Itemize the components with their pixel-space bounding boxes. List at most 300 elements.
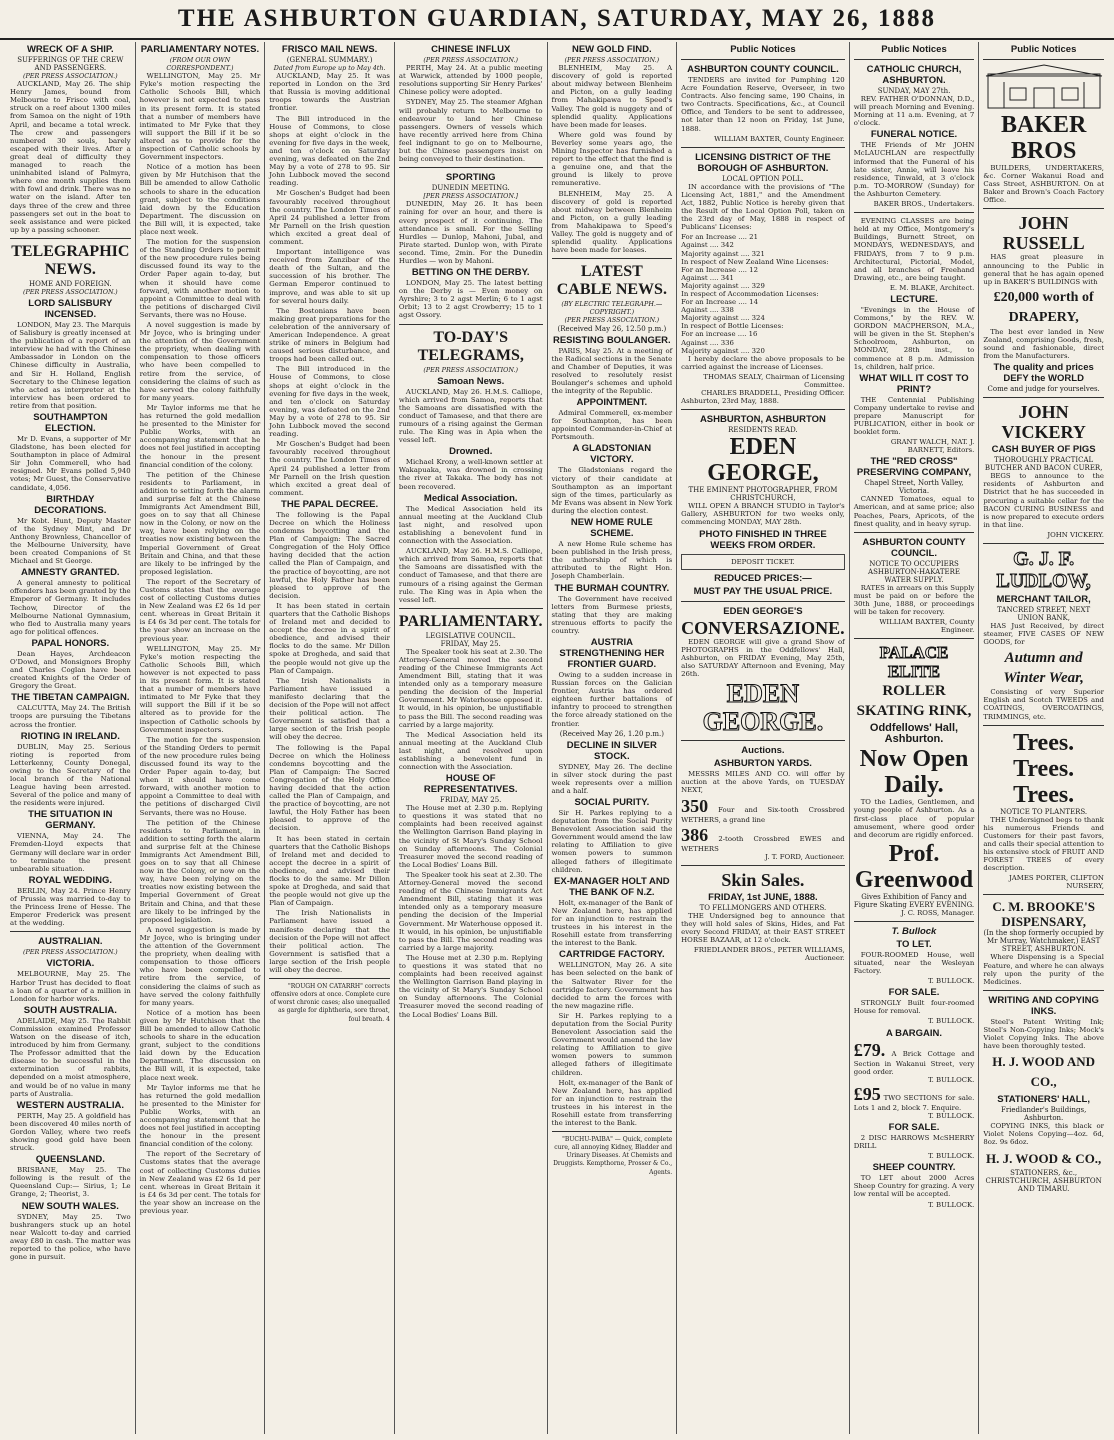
- divider: [983, 208, 1104, 209]
- divider: [681, 409, 845, 410]
- divider: [399, 608, 543, 609]
- article-text: Holt, ex-manager of the Bank of New Zealand here, has applied for an injunction to restrain the trustees in his interest in the Rosehill estate from transferring the interest to the Bank.: [551, 1078, 673, 1128]
- section-heading: VICTORIA.: [46, 958, 95, 970]
- article-text: LONDON, May 23. The Marquis of Salisbury is greatly incensed at the publication of a report of an interview he had with the Chinese Ambassador in London on the Chinese difficulty in Australia, and Sir H. Holland, English Secretary to the Chinese legation who acted as interpreter at the interview has been ordered to retire from that position.: [10, 320, 131, 410]
- divider: [681, 740, 845, 741]
- notice-signature: JAMES PORTER, CLIFTON NURSERY,: [1009, 874, 1104, 891]
- article-text: The Bostonians have been making great preparations for the celebration of the anniversary of American Independence. A great strike of miners in Belgium had caused serious disturbance, and troops had been called out.: [269, 306, 390, 364]
- ad-header: EDEN GEORGE'S: [723, 605, 803, 617]
- poll-row: In respect of Bottle Licenses:: [681, 322, 784, 331]
- listing-text: A Brick Cottage and Section in Wakanui Street, very good order.: [853, 1049, 975, 1076]
- article-text: The following is the Papal Decree on which the Holiness condemns boycotting and the Plan of Campaign: The Sacred Congregation of the Holy Office having decided that the action called the Plan of Campaign, and the practice of boycotting, are not lawful, the Holy Father has been pleased to approve of the decision.: [269, 743, 390, 833]
- section-header: Auctions.: [741, 745, 785, 757]
- divider: [269, 978, 390, 979]
- deposit-ticket-label: DEPOSIT TICKET.: [731, 557, 795, 566]
- lot-description: Four and Six-tooth Crossbred WETHERS, a grand line: [681, 806, 845, 825]
- subheading-home-foreign: HOME AND FOREIGN.: [29, 279, 112, 288]
- price: £95: [853, 1083, 881, 1104]
- heading-australian: AUSTRALIAN.: [38, 936, 103, 948]
- divider: [681, 59, 845, 60]
- listing-text: 2 DISC HARROWS McSHERRY DRILL: [853, 1134, 975, 1151]
- article-text: Mr Goschen's Budget had been favourably received throughout the country. The London Times of April 24 published a letter from Mr Parnell on the Irish question which excited a great deal of comment.: [269, 189, 390, 246]
- ad-text: Steel's Patent Writing Ink; Steel's Non-Copying Inks; Mock's Violet Copying Inks. The above have been thoroughly tested.: [983, 1017, 1104, 1051]
- notice-text: IN accordance with the provisions of "The Licensing Act, 1881," and the Amendment Act, 1882, Public Notice is hereby given that the Result of the Local Option Poll, taken on the 23rd day of May, 1888 in respect of Publicans' Licenses:: [681, 182, 845, 232]
- ad-title-john-vickery: JOHN VICKERY: [1001, 402, 1086, 443]
- notice-text: CANNED Tomatoes, equal to American, and at same price; also Peaches, Pears, Apricots, of the finest quality, and in heavy syrup.: [853, 495, 975, 528]
- listing-signature: T. BULLOCK.: [928, 1200, 975, 1209]
- section-heading: LORD SALISBURY INCENSED.: [28, 297, 113, 320]
- poll-row: Majority against .... 324: [681, 314, 765, 323]
- notice-title: ASHBURTON COUNTY COUNCIL.: [862, 536, 966, 559]
- listing-text: TWO SECTIONS for sale. Lots 1 and 2, block 7. Enquire.: [853, 1093, 975, 1112]
- ad-header: ASHBURTON, ASHBURTON: [699, 414, 826, 426]
- article-text: MELBOURNE, May 25. The Harbor Trust has decided to float a loan of a quarter of a million in London for harbor works.: [10, 970, 131, 1003]
- byline: (PER PRESS ASSOCIATION.): [423, 56, 519, 64]
- ad-title-baker-bros: BAKER BROS: [1000, 112, 1087, 164]
- deposit-ticket-box: [681, 554, 845, 570]
- poll-results: [681, 233, 845, 354]
- ad-subheader: (In the shop formerly occupied by Mr Murray, Watchmaker,) EAST STREET, ASHBURTON.: [983, 929, 1104, 954]
- ad-subheader: CASH BUYER OF PIGS: [991, 444, 1096, 456]
- ad-text: HAS great pleasure in announcing to the Public in general that he has again opened up in BAKER'S BUILDINGS with: [983, 253, 1104, 286]
- article-text: It has been stated in certain quarters that the Catholic Bishops of Ireland met and decided to accept the decree in a spirit of obedience, and advised their flocks to do the same. Mr Dillon spoke at Drogheda, and said that the people would not give up the Plan of Campaign.: [269, 834, 390, 908]
- article-text: WELLINGTON, May 26. A site has been selected on the bank of the Saltwater River for the cartridge factory. Government has decided to arm the forces with the new magazine rifle.: [551, 961, 673, 1010]
- ad-subheader: TANCRED STREET, NEXT UNION BANK,: [997, 605, 1091, 622]
- ad-text: THE Undersigned begs to thank his numerous Friends and Customers for their past favors, and calls their special attention to his extensive stock of FRUIT AND FOREST TREES of every description.: [983, 815, 1104, 873]
- column-7: [850, 42, 980, 1434]
- section-heading: Samoan News.: [437, 375, 505, 387]
- article-text: Dean Hayes, Archdeacon O'Dowd, and Monsignors Brophy and Charles Coglan have been created Knights of the Order of Gregory the Great.: [10, 649, 131, 691]
- ad-text: The best ever landed in New Zealand, comprising Goods, fresh, sound and fashionable, direct from the Manufacturers.: [983, 327, 1104, 361]
- divider: [983, 725, 1104, 726]
- heading-new-gold-find: NEW GOLD FIND.: [571, 44, 652, 55]
- ad-title-palace-elite: PALACE ELITE: [879, 643, 949, 682]
- section-heading: THE SITUATION IN GERMANY.: [28, 809, 113, 832]
- notice-text: "Evenings in the House of Commons," by the REV. W. GORDON MACPHERSON, M.A., will be given in the St. Stephen's Schoolroom, Ashburton, on MONDAY, 28th inst., to commence at 8 p.m. Admission 1s, children, half price.: [853, 305, 975, 371]
- divider: [399, 324, 543, 325]
- notice-subtitle: Chapel Street, North Valley, Victoria.: [864, 479, 964, 496]
- article-text: The Government have received letters from Burmese priests, stating that they are making strenuous efforts to pacify the country.: [551, 594, 673, 635]
- article-text: Mr Goschen's Budget had been favourably received throughout the country. The London Times of April 24 published a letter from Mr Parnell on the Irish question which excited a great deal of comment.: [269, 440, 390, 497]
- ad-subheader: Gives Exhibition of Fancy and Figure Skating EVERY EVENING.: [853, 892, 975, 909]
- received-note: (Received May 26, 1.20 p.m.): [559, 729, 664, 738]
- notice-title: ASHBURTON YARDS.: [713, 758, 812, 770]
- notice-signature: CHARLES BRADDELL, Presiding Officer.: [701, 389, 845, 398]
- article-text: The petition of the Chinese residents to Parliament, in addition to setting forth the alarm and surprise felt at the Chinese Immigrants Act Amendment Bill, goes on to say that all Chinese now in the Colony, or now on the way, have been relying on the treaties now existing between the Imperial Government of Great Britain and China, and that these are likely to be infringed by the proposed legislation.: [139, 818, 261, 924]
- subheading: (GENERAL SUMMARY.): [286, 56, 373, 64]
- article-text: The petition of the Chinese residents to Parliament, in addition to setting forth the alarm and surprise felt at the Chinese Immigrants Act Amendment Bill, goes on to say that all Chinese now in the Colony, or now on the way, have been relying on the treaties now existing between the Imperial Government of Great Britain and China, and that these are likely to be infringed by the proposed legislation.: [139, 470, 261, 576]
- ad-text: Where Dispensing is a Special Feature, and where he can always rely upon the purity of the Medicines.: [983, 953, 1104, 986]
- article-text: It has been stated in certain quarters that the Catholic Bishops of Ireland met and decided to accept the decree in a spirit of obedience, and advised their flocks to do the same. Mr Dillon spoke at Drogheda, and said that the people would not give up the Plan of Campaign.: [269, 601, 390, 675]
- article-text: ADELAIDE, May 25. The Rabbit Commission examined Professor Watson on the disease of itch, introduced by him from Germany. The Professor admitted that the disease to be successful in the extermination of rabbits, depended on a moist atmosphere, and would be of no value in many parts of Australia.: [10, 1016, 131, 1098]
- subheading-wreck: SUFFERINGS OF THE CREW AND PASSENGERS.: [17, 56, 124, 72]
- byline: (PER PRESS ASSOCIATION.): [564, 56, 660, 64]
- byline: [PER PRESS ASSOCIATION.]: [423, 192, 519, 201]
- subheading: LEGISLATIVE COUNCIL.: [425, 631, 516, 640]
- section-heading: NEW SOUTH WALES.: [21, 1200, 119, 1212]
- ad-line: Come and judge for yourselves.: [987, 385, 1100, 394]
- poll-row: Against .... 342: [681, 241, 734, 250]
- article-text: The House met at 2.30 p.m. Replying to questions it was stated that no complaints had been received against the Wellington Garrison Band playing in the vicinity of St Mary's Sunday School on Sunday afternoons. The Colonial Treasurer moved the second reading of the Local Bodies' Loans Bill.: [398, 953, 543, 1019]
- section-heading: AUSTRIA STRENGTHENING HER FRONTIER GUARD.: [559, 636, 665, 670]
- article-text: The Speaker took his seat at 2.30. The Attorney-General moved the second reading of the Chinese Immigrants Act Amendment Bill, stating that it was intended only as a temporary measure pending the decision of the Imperial Government. Mr Waterhouse opposed it. It would, in his opinion, be unjustifiable to pass the Bill. The second reading was carried by a large majority.: [398, 870, 543, 952]
- ad-text: MESSRS MILES AND CO. will offer by auction at the above Yards, on TUESDAY NEXT,: [681, 770, 845, 795]
- listing-signature: T. BULLOCK.: [928, 1111, 975, 1120]
- notice-subtitle: SUNDAY, MAY 27th.: [877, 87, 951, 95]
- section-heading: RESISTING BOULANGER.: [552, 334, 671, 346]
- article-text: The Bill introduced in the House of Commons, to close shops at eight o'clock in the evening for five days in the week, and ten o'clock on Saturday evening, was defeated on the 2nd May by a vote of 278 to 95. Sir John Lubbock moved the second reading.: [269, 114, 390, 188]
- article-text: The Irish Nationalists in Parliament have issued a manifesto declaring that the decision of the Pope will not affect their political action. The Government is satisfied that a large section of the Irish people will obey the decree.: [269, 676, 390, 742]
- article-text: CALCUTTA, May 24. The British troops are pursuing the Tibetans across the frontier.: [10, 704, 131, 729]
- ad-text: HAS Just Received, by direct steamer, FIVE CASES OF NEW GOODS, for: [983, 621, 1104, 647]
- section-header: Public Notices: [1010, 44, 1077, 55]
- ad-line: PHOTO FINISHED IN THREE WEEKS FROM ORDER.: [699, 528, 827, 551]
- listing-text: STRONGLY Built four-roomed House for removal.: [853, 999, 975, 1016]
- divider: [10, 238, 131, 239]
- lot-row: [681, 825, 845, 853]
- baker-bros-shopfront-illustration: [984, 64, 1104, 110]
- notice-signature: GRANT WALCH, NAT. J. BARNETT, Editors.: [890, 438, 975, 455]
- poll-row: For an Increase .... 14: [681, 298, 758, 307]
- notice-text: I hereby declare the above proposals to be carried against the increase of Licenses.: [681, 354, 845, 371]
- heading-wreck: WRECK OF A SHIP.: [26, 44, 114, 55]
- divider: [854, 638, 975, 639]
- article-text: The motion for the suspension of the Standing Orders to permit of the new procedure rules being discussed found its way to the Order Paper again to-day, but when it should have come forward, with another motion to appoint a Committee to deal with the petitions of discharged Civil Servants, there was no House.: [139, 238, 261, 319]
- notice-title: FUNERAL NOTICE.: [870, 129, 958, 141]
- article-text: A novel suggestion is made by Mr Joyce, who is bringing under the attention of the Government the propriety, when dealing with compensation to those officers who have been compelled to retire from the service, of considering the claims of such as have served the colony faithfully for many years.: [139, 925, 261, 1007]
- section-heading: SOCIAL PURITY.: [574, 797, 650, 808]
- article-text: PERTH, May 25. A goldfield has been discovered 40 miles north of Gordon Valley, where two reefs showing good gold have been struck.: [10, 1111, 131, 1153]
- ad-text: BUILDERS, UNDERTAKERS, &c. Corner Wakanui Road and Cass Street, ASHBURTON. On at Baker and Brown's Coach Factory Office.: [983, 164, 1104, 205]
- heading-papal-decree: THE PAPAL DECREE.: [281, 498, 379, 510]
- heading-latest-cable: LATEST CABLE NEWS.: [556, 263, 667, 299]
- section-header: Public Notices: [881, 44, 947, 55]
- ad-title-wood-co: H. J. WOOD AND CO.,: [992, 1054, 1095, 1090]
- section-heading: SOUTH AUSTRALIA.: [23, 1004, 117, 1016]
- heading-parliamentary-notes: PARLIAMENTARY NOTES.: [140, 44, 260, 55]
- section-heading: Medical Association.: [423, 492, 518, 504]
- section-heading: Drowned.: [449, 446, 493, 458]
- article-text: Mr Taylor informs me that he has returned the gold medallion he presented to the Minister for Public Works, with an accompanying statement that he does not feel justified in accepting the honour in the present financial condition of the colony.: [139, 403, 261, 469]
- notice-title: WHAT WILL IT COST TO PRINT?: [859, 372, 969, 395]
- article-text: BERLIN, May 24. Prince Henry of Prussia was married to-day to the Princess Irene of Hesse. The Emperor Frederick was present at the wedding.: [10, 886, 131, 928]
- article-text: The Speaker took his seat at 2.30. The Attorney-General moved the second reading of the Chinese Immigrants Act Amendment Bill, stating that it was intended only as a temporary measure pending the decision of the Imperial Government. Mr Waterhouse opposed it. It would, in his opinion, be unjustifiable to pass the Bill. The second reading was carried by a large majority.: [398, 647, 543, 729]
- ad-line: The quality and prices DEFY the WORLD: [993, 362, 1094, 385]
- section-heading: CARTRIDGE FACTORY.: [559, 949, 665, 961]
- ad-text: BEGS to announce to the residents of Ashburton and District that he has succeeded in procuring a suitable cellar for the BACON CURING BUSINESS and is now prepared to execute orders in that line.: [983, 472, 1104, 529]
- listing-signature: T. BULLOCK.: [928, 977, 975, 986]
- section-heading: WESTERN AUSTRALIA.: [16, 1099, 124, 1111]
- lot-number: 386: [681, 824, 709, 845]
- byline: (FROM OUR OWN CORRESPONDENT.): [166, 56, 234, 73]
- ad-title-john-russell: JOHN RUSSELL: [1002, 213, 1085, 254]
- article-text: BRISBANE, May 25. The following is the result of the Queensland Cup:— Sirius, 1; Le Grange, 2; Theorist, 3.: [10, 1166, 131, 1199]
- divider: [983, 990, 1104, 991]
- article-text: AUCKLAND, May 25. It was reported in London on the 3rd that Russia is moving additional troops towards the Austrian frontier.: [269, 72, 390, 113]
- listing-row: [854, 1040, 975, 1076]
- divider: [983, 397, 1104, 398]
- section-heading: EX-MANAGER HOLT AND THE BANK OF N.Z.: [554, 875, 670, 898]
- article-text: PERTH, May 24. At a public meeting at Warwick, attended by 1000 people, resolutions supporting Sir Henry Parkes' Chinese policy were adopted.: [398, 64, 543, 97]
- article-text: BLENHEIM, May 25. A discovery of gold is reported about midway between Blenheim and Picton, on a gully leading from Mahakipawa to Speed's Valley. The gold is nuggety and of splendid quality. Applications have been made for leases.: [551, 189, 673, 255]
- divider: [681, 601, 845, 602]
- poll-row: For an Increase .... 21: [681, 233, 758, 242]
- section-header: Public Notices: [730, 44, 796, 55]
- ad-text: WILL OPEN A BRANCH STUDIO in Taylor's Gallery, ASHBURTON for two weeks only, commencing MONDAY, MAY 28th.: [681, 502, 845, 527]
- article-text: Notice of a motion has been given by Mr Hutchison that the Bill be amended to allow Catholic schools to share in the education grant, subject to the conditions laid down by the Education Department. The discussion on the Bill will, it is expected, take place next week.: [139, 163, 261, 236]
- section-heading: A GLADSTONIAN VICTORY.: [572, 443, 652, 466]
- article-text: Sir H. Parkes replying to a deputation from the Social Purity Benevolent Association said the Government would amend the law relating to Affiliation to give women powers to summon alleged fathers of illegitimate children.: [551, 1011, 673, 1077]
- dateline: FRIDAY, MAY 25.: [440, 796, 502, 805]
- column-4: [395, 42, 548, 1434]
- listing-signature: T. BULLOCK.: [928, 1017, 975, 1026]
- advert-buchu-paiba: "BUCHU-PAIBA" — Quick, complete cure, all annoying Kidney, Bladder and Urinary Diseases. At Chemists and Druggists. Kempthorne, Prosser & Co., Agents.: [553, 1136, 673, 1176]
- ad-title-inks: WRITING AND COPYING INKS.: [988, 994, 1099, 1017]
- section-heading: PAPAL HONORS.: [31, 637, 110, 649]
- article-text: VIENNA, May 24. The Fremden-Lloyd expects that Germany will declare war in order to terminate the present unbearable situation.: [10, 832, 131, 873]
- poll-row: Against .... 338: [681, 306, 734, 315]
- divider: [854, 921, 975, 922]
- notice-subtitle: NOTICE TO OCCUPIERS ASHBURTON-HAKATERE WATER SUPPLY.: [868, 559, 960, 584]
- article-text: WELLINGTON, May 25. Mr Fyke's motion respecting the Catholic Schools Bill, which however is not expected to pass in its present form. It is stated that a number of members have intimated to Mr Fyke that they will support the Bill if it be so altered as to provide for the inspection of Catholic schools by Government inspectors.: [139, 644, 261, 734]
- notice-text: THE Friends of Mr JOHN McLAUCHLAN are respectfully informed that the Funeral of his late sister, Annie, will leave his residence, Tinwald, at 3 o'clock p.m. TO-MORROW (Sunday) for the Ashburton Cemetery.: [853, 141, 975, 198]
- notice-signature: WILLIAM BAXTER, County Engineer.: [879, 618, 975, 635]
- divider: [983, 894, 1104, 895]
- article-text: AUCKLAND, May 26. H.M.S. Calliope, which arrived from Samoa, reports that the Samoans are dissatisfied with the conduct of Tamasese, and that there are rumours of a rising against the German rule. The King was in Apia when the vessel left.: [398, 387, 543, 445]
- ad-subheader: THOROUGHLY PRACTICAL BUTCHER AND BACON CURER,: [984, 456, 1103, 473]
- listing-signature: T. BULLOCK.: [928, 1075, 975, 1084]
- divider: [854, 212, 975, 213]
- heading-todays-telegrams: TO-DAY'S TELEGRAMS,: [417, 328, 524, 364]
- column-8: [979, 42, 1108, 1434]
- ad-subheader: MERCHANT TAILOR,: [996, 593, 1091, 605]
- article-text: Important intelligence was received from Zanzibar of the death of the Sultan, and the succession of his brother. The German Emperor continued to improve, and was able to sit up for several hours daily.: [269, 248, 390, 305]
- listing-row: [854, 1084, 975, 1112]
- poll-row: Against .... 336: [681, 338, 734, 347]
- article-text: The following is the Papal Decree on which the Holiness condemns boycotting and the Plan of Campaign: The Sacred Congregation of the Holy Office having decided that the action called the Plan of Campaign, and the practice of boycotting, are not lawful, the Holy Father has been pleased to approve of the decision.: [269, 510, 390, 600]
- section-heading: HOUSE OF REPRESENTATIVES.: [423, 773, 518, 796]
- listing-title: FOR SALE.: [888, 987, 940, 999]
- notice-title: LICENSING DISTRICT OF THE BOROUGH OF ASHBURTON.: [695, 151, 831, 174]
- received-note: (Received May 26, 12.50 p.m.): [557, 324, 667, 333]
- section-heading: NEW HOME RULE SCHEME.: [570, 517, 653, 540]
- byline: (PER PRESS ASSOCIATION.): [22, 287, 118, 296]
- article-text: The motion for the suspension of the Standing Orders to permit of the new procedure rules being discussed found its way to the Order Paper again to-day, but when it should have come forward, with another motion to appoint a Committee to deal with the petitions of discharged Civil Servants, there was no House.: [139, 735, 261, 817]
- byline: (PER PRESS ASSOCIATION.): [22, 948, 118, 957]
- ad-header-bullock: T. Bullock: [891, 925, 937, 937]
- article-text: Admiral Commerell, ex-member for Southampton, has been appointed Commander-in-Chief at Portsmouth.: [551, 409, 673, 442]
- ad-text: TO the Ladies, Gentlemen, and young people of Ashburton. As a first-class place of popular amusement, where good order and decorum are rigidly enforced.: [853, 798, 975, 839]
- article-text: The report of the Secretary of Customs states that the average cost of collecting Customs duties in New Zealand was £2 6s 1d per cent. whereas in Great Britain it is £4 6s 3d per cent. The totals for the year show an increase on the previous year.: [139, 1150, 261, 1216]
- notice-text: EVENING CLASSES are being held at my Office, Montgomery's Buildings, Burnett Street, on MONDAYS, WEDNESDAYS, and FRIDAYS, from 7 to 9 p.m. Architectural, Pictorial, Model, and all branches of Freehand Drawing, etc., are being taught.: [853, 217, 975, 282]
- ad-title-trees: Trees. Trees. Trees.: [1013, 729, 1075, 808]
- poll-row: Against .... 341: [681, 273, 734, 282]
- section-heading: THE TIBETAN CAMPAIGN.: [11, 692, 130, 704]
- notice-signature: E. M. BLAKE, Architect.: [889, 283, 975, 292]
- article-text: AUCKLAND, May 26. The ship Henry James, bound from Melbourne to Frisco with coal, struck on a reef about 1300 miles from Samoa on the night of 19th April, and became a total wreck. The crew and passengers numbered 30 souls, barely escaped with their lives. After a great deal of difficulty they managed to reach the uninhabited island of Palmyra, where one month supplies them with fowl and drink. There was no water on the island. After ten days three of the crew and three passengers set out in the boat to seek assistance and were picked up by a passing schooner.: [10, 80, 131, 234]
- byline: (PER PRESS ASSOCIATION.): [564, 316, 660, 325]
- notice-date: Ashburton, 23rd May, 1888.: [681, 397, 779, 406]
- lot-description: 2-tooth Crossbred EWES and WETHERS: [681, 834, 845, 853]
- byline: (PER PRESS ASSOCIATION.): [423, 365, 519, 374]
- article-text: The Medical Association held its annual meeting at the Auckland Club last night, and resolved upon establishing a benevolent fund in connection with the Association.: [398, 504, 543, 546]
- poll-row: In respect of Accommodation Licenses:: [681, 289, 819, 298]
- article-text: Notice of a motion has been given by Mr Hutchison that the Bill be amended to allow Catholic schools to share in the education grant, subject to the conditions laid down by the Education Department. The discussion on the Bill will, it is expected, take place next week.: [139, 1008, 261, 1082]
- ad-text: EDEN GEORGE will give a grand Show of PHOTOGRAPHS in the Oddfellows' Hall, Ashburton, on FRIDAY Evening, May 25th, also SATURDAY Afternoon and Evening, May 26th.: [681, 637, 845, 679]
- article-text: The Medical Association held its annual meeting at the Auckland Club last night, and resolved upon establishing a benevolent fund in connection with the Association.: [398, 730, 543, 772]
- notice-text: THE Centennial Publishing Company undertake to revise and prepare Manuscript for PUBLICATION, either in book or booklet form.: [853, 395, 975, 437]
- notice-title: CATHOLIC CHURCH, ASHBURTON.: [866, 64, 962, 86]
- notice-signature: JOHN VICKERY.: [1047, 530, 1104, 539]
- divider: [10, 931, 131, 932]
- column-1: [6, 42, 136, 1434]
- column-3: [265, 42, 395, 1434]
- article-text: DUNEDIN, May 26. It has been raining for over an hour, and there is every prospect of it continuing. The attendance is small. For the Selling Hurdles — Dunlop, Mahoni, Jubal, and Pirate started. Dunlop won, with Pirate second. Time, 2min. For the Dunedin Hurdles — won by Mahoni.: [398, 200, 543, 265]
- ad-title-ludlow: G. J. F. LUDLOW,: [996, 547, 1091, 592]
- ad-title-skin-sales: Skin Sales.: [721, 869, 805, 890]
- byline: (BY ELECTRIC TELEGRAPH.—COPYRIGHT.): [561, 300, 663, 317]
- listing-title: SHEEP COUNTRY.: [872, 1162, 956, 1174]
- article-text: The House met at 2.30 p.m. Replying to questions it was stated that no complaints had been received against the Wellington Garrison Band playing in the vicinity of St Mary's Sunday School on Sunday afternoons. The Colonial Treasurer moved the second reading of the Local Bodies' Loans Bill.: [398, 804, 543, 869]
- price: £79.: [853, 1039, 886, 1060]
- article-text: LONDON, May 25. The latest betting on the Derby is — Even money on Ayrshire; 3 to 2 agst Merlin; 6 to 1 agst Orbit; 13 to 2 agst Crowberry; 15 to 1 agst Ossory.: [398, 279, 543, 320]
- article-text: A novel suggestion is made by Mr Joyce, who is bringing under the attention of the Government the propriety, when dealing with compensation to those officers who have been compelled to retire from the service, of considering the claims of such as have served the colony faithfully for many years.: [139, 321, 261, 402]
- divider: [552, 1131, 673, 1132]
- section-heading: APPOINTMENT.: [576, 397, 648, 409]
- ad-line: FRIDAY, 1st JUNE, 1888.: [708, 891, 818, 903]
- eden-george-logo: EDEN GEORGE.: [702, 679, 824, 737]
- article-text: SYDNEY, May 25. The steamer Afghan will probably return to Melbourne to endeavour to land her Chinese passengers. Owners of vessels which have recently arrived here from China feel indignant to go on to Melbourne, but the Chinese passengers insist on being conveyed to their destination.: [398, 98, 543, 164]
- listing-title: FOR SALE.: [888, 1122, 940, 1133]
- listing-title: A BARGAIN.: [885, 1027, 943, 1039]
- notice-signature: J. C. ROSS, Manager.: [901, 908, 975, 917]
- section-heading: BETTING ON THE DERBY.: [411, 267, 530, 279]
- notice-subtitle: LOCAL OPTION POLL.: [722, 174, 804, 183]
- divider: [854, 59, 975, 60]
- divider: [854, 532, 975, 533]
- article-text: WELLINGTON, May 25. Mr Fyke's motion respecting the Catholic Schools Bill, which however is not expected to pass in its present form. It is stated that a number of members have intimated to Mr Fyke that they will support the Bill if it be so altered as to provide for the inspection of Catholic schools by Government inspectors.: [139, 72, 261, 162]
- article-text: DUBLIN, May 25. Serious rioting is reported from Letterkenny, County Donegal, owing to the Secretary of the local branch of the National League having been arrested. Several of the police and many of the residents were injured.: [10, 742, 131, 808]
- article-text: The Bill introduced in the House of Commons, to close shops at eight o'clock in the evening for five days in the week, and ten o'clock on Saturday evening, was defeated on the 2nd May by a vote of 278 to 95. Sir John Lubbock moved the second reading.: [269, 365, 390, 439]
- notice-text: TENDERS are invited for Pumphing 120 Acre Foundation Reserve, Overseer, in two Contracts. Also fencing same, 190 Chains, in two Contracts. Specifications, &c., at Council Office, and Tenders to be sent to addressee, not later than 12 noon on Friday, 1st June, 1888.: [681, 76, 845, 133]
- ad-highlight: Autumn and Winter Wear,: [1003, 650, 1084, 687]
- section-heading: THE BURMAH COUNTRY.: [554, 582, 670, 594]
- article-text: A general amnesty to political offenders has been granted by the Emperor of Germany. It includes Techow, Director of the Melbourne National Gymnasium, who fled to Australia many years ago for political offences.: [10, 579, 131, 636]
- notice-signature: THOMAS SEALY, Chairman of Licensing Committee.: [703, 372, 845, 389]
- ad-subheader: THE EMINENT PHOTOGRAPHER, FROM CHRISTCHURCH,: [688, 486, 838, 503]
- column-2: [136, 42, 266, 1434]
- notice-text: RATES in arrears on this Supply must be paid on or before the 30th June, 1888, or proceedings will be taken for recovery.: [853, 583, 975, 617]
- article-text: AUCKLAND, May 26. H.M.S. Calliope, which arrived from Samoa, reports that the Samoans are dissatisfied with the conduct of Tamasese, and that there are rumours of a rising against the German rule. The King was in Apia when the vessel left.: [398, 547, 543, 604]
- notice-title: THE "RED CROSS" PRESERVING COMPANY,: [856, 456, 972, 479]
- ad-subheader: RESIDENTS READ.: [728, 426, 798, 435]
- article-text: Sir H. Parkes replying to a deputation from the Social Purity Benevolent Association said the Government would amend the law relating to Affiliation to give women powers to summon alleged fathers of illegitimate children.: [551, 809, 673, 874]
- article-text: PARIS, May 25. At a meeting of the Radical sections in the Senate and Chamber of Deputies, it was resolved to resolutely resist Boulanger's schemes and uphold the integrity of the Republic.: [551, 346, 673, 395]
- listing-signature: T. BULLOCK.: [928, 1152, 975, 1161]
- poll-row: In respect of New Zealand Wine Licenses:: [681, 257, 829, 266]
- ad-subheader: TO FELLMONGERS AND OTHERS.: [699, 903, 827, 912]
- section-heading: AMNESTY GRANTED.: [21, 567, 120, 579]
- article-text: Holt, ex-manager of the Bank of New Zealand here, has applied for an injunction to restrain the trustees in his interest in the Rosehill estate from transferring the interest to the Bank.: [551, 898, 673, 948]
- ad-line: REDUCED PRICES:—: [714, 572, 812, 584]
- article-text: SYDNEY, May 26. The decline in silver stock during the past week represents over a million and a half.: [551, 762, 673, 795]
- section-heading: RIOTING IN IRELAND.: [20, 730, 120, 742]
- masthead: [0, 0, 1114, 40]
- poll-row: Majority against .... 321: [681, 249, 765, 258]
- article-text: Where gold was found by Beverley some years ago, the Mining Inspector has furnished a report to the effect that the find is a genuine one, and that the ground is likely to prove remunerative.: [551, 130, 673, 188]
- heading-parliamentary: PARLIAMENTARY.: [398, 612, 543, 630]
- notice-signature: WILLIAM BAXTER, County Engineer.: [714, 134, 845, 143]
- ad-highlight: £20,000 worth of DRAPERY,: [993, 289, 1094, 325]
- notice-signature: FRIEDLANDER BROS., PETER WILLIAMS, Auctioneer.: [693, 946, 845, 963]
- divider: [552, 258, 673, 259]
- notice-signature: BAKER BROS., Undertakers.: [873, 200, 975, 209]
- heading-telegraphic: TELEGRAPHIC NEWS.: [11, 242, 130, 278]
- ad-text: COPYING INKS, this black or Violet Nolens Copying—4oz. 6d, 8oz. 9s 6doz.: [983, 1122, 1104, 1147]
- ad-title-brooke-dispensary: C. M. BROOKE'S DISPENSARY,: [992, 899, 1095, 930]
- ad-signature-wood-co: H. J. WOOD & CO.,: [985, 1150, 1102, 1166]
- divider: [983, 543, 1104, 544]
- poll-row: For an Increase .... 12: [681, 265, 758, 274]
- article-text: Michael Krony, a well-known settler at Wakapuaka, was drowned in crossing the river at Takaka. The body has not been recovered.: [398, 458, 543, 491]
- article-text: Mr Taylor informs me that he has returned the gold medallion he presented to the Minister for Public Works, with an accompanying statement that he does not feel justified in accepting the honour in the present financial condition of the colony.: [139, 1083, 261, 1149]
- heading-frisco-mail: FRISCO MAIL NEWS.: [281, 44, 378, 55]
- byline: (PER PRESS ASSOCIATION.): [22, 72, 118, 80]
- section-heading: QUEENSLAND.: [35, 1154, 105, 1166]
- notice-title: ASHBURTON COUNTY COUNCIL.: [687, 64, 839, 75]
- article-text: A new Home Rule scheme has been published in the Irish press, the authorship of which is attributed to the Right Hon. Joseph Chamberlain.: [551, 540, 673, 581]
- ad-title-greenwood: Prof. Greenwood: [854, 840, 974, 893]
- newspaper-title: THE ASHBURTON GUARDIAN, SATURDAY, MAY 26, 1888: [177, 5, 937, 32]
- notice-signature: J. T. FORD, Auctioneer.: [765, 852, 845, 861]
- ad-subheader: STATIONERS' HALL,: [997, 1094, 1090, 1106]
- dateline: FRIDAY, May 25.: [440, 639, 501, 648]
- section-heading: ROYAL WEDDING.: [28, 874, 113, 886]
- heading-chinese-influx: CHINESE INFLUX: [431, 44, 511, 55]
- ad-title-eden-george: EDEN GEORGE,: [707, 434, 819, 487]
- section-heading: DECLINE IN SILVER STOCK.: [566, 739, 657, 762]
- poll-row: For an increase .... 16: [681, 330, 758, 339]
- article-text: BLENHEIM, May 25. A discovery of gold is reported about midway between Blenheim and Picton, on a gully leading from Mahakipawa to Speed's Valley. The gold is nuggety and of splendid quality. Applications have been made for leases.: [551, 64, 673, 129]
- lot-row: [681, 796, 845, 824]
- divider: [983, 59, 1104, 60]
- lot-number: 350: [681, 796, 709, 817]
- poll-row: Majority against .... 329: [681, 281, 765, 290]
- article-text: Owing to a sudden increase in Russian forces on the Galician frontier, Austria has ordered eighteen further battalions of infantry to proceed to strengthen the force already stationed on the frontier.: [551, 670, 673, 728]
- notice-text: REV. FATHER O'DONNAN, D.D., will preach Morning and Evening. Morning at 11 a.m. Evening, at 7 o'clock.: [853, 95, 975, 128]
- ad-title-roller-rink: ROLLER SKATING RINK,: [856, 683, 972, 720]
- article-text: The Irish Nationalists in Parliament have issued a manifesto declaring that the decision of the Pope will not affect their political action. The Government is satisfied that a large section of the Irish people will obey the decree.: [269, 909, 390, 975]
- listing-title: TO LET.: [896, 938, 932, 950]
- ad-title-conversazione: CONVERSAZIONE.: [681, 617, 845, 638]
- article-text: The report of the Secretary of Customs states that the average cost of collecting Customs duties in New Zealand was £2 6s 1d per cent. whereas in Great Britain it is £4 6s 3d per cent. The totals for the year show an increase on the previous year.: [139, 577, 261, 643]
- column-5: [548, 42, 678, 1434]
- article-text: The Gladstonians regard the victory of their candidate at Southampton as an important sign of the times, particularly as Mr Evans was absent in New York during the election contest.: [551, 466, 673, 515]
- divider: [681, 147, 845, 148]
- ad-subheader: Friedlander's Buildings, Ashburton.: [1000, 1106, 1087, 1123]
- ad-subheader: NOTICE TO PLANTERS.: [1000, 807, 1088, 816]
- heading-sporting: SPORTING: [445, 172, 496, 184]
- ad-text: THE Undersigned beg to announce that they will hold sales of Skins, Hides, and Fat every Second FRIDAY, at their EAST STREET HORSE BAZAAR, at 12 o'clock.: [681, 911, 845, 944]
- byline: Dated from Europe up to May 4th.: [273, 64, 386, 72]
- ad-title-now-open: Now Open Daily.: [859, 746, 969, 799]
- column-6: [677, 42, 850, 1434]
- divider: [681, 865, 845, 866]
- article-text: Mr D. Evans, a supporter of Mr Gladstone, has been elected for Southampton in place of Admiral Sir John Commerell, who had resigned. Mr Evans polled 5,940 votes; Mr Guest, the Conservative candidate, 4,056.: [10, 435, 131, 492]
- columns: [6, 42, 1108, 1434]
- ad-line: MUST PAY THE USUAL PRICE.: [693, 585, 833, 597]
- divider: [399, 167, 543, 168]
